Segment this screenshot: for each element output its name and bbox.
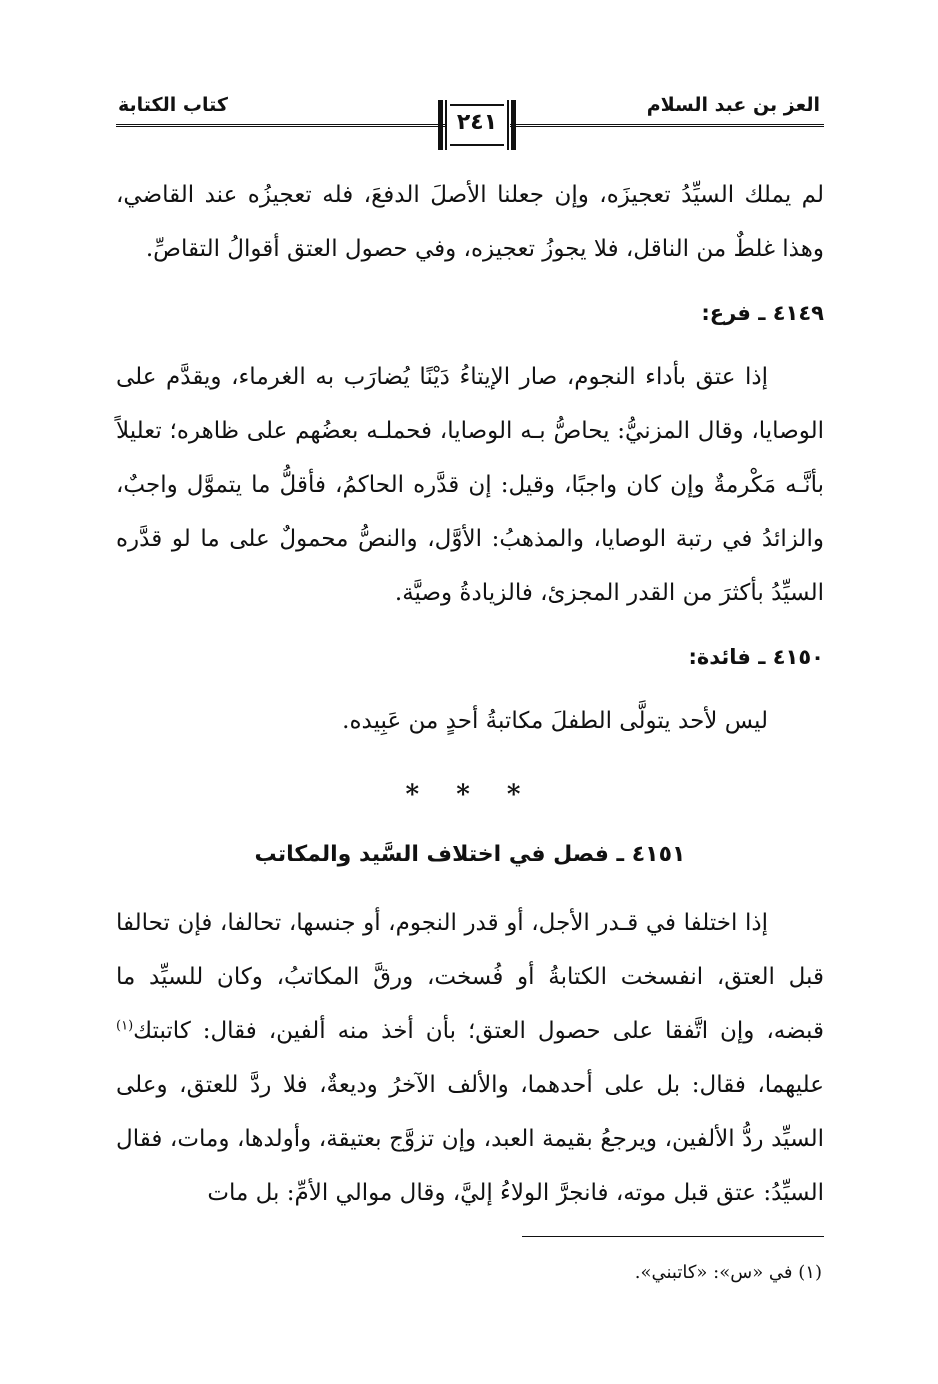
footnote-rule bbox=[522, 1236, 824, 1237]
footnote-marker: (١) bbox=[116, 1018, 134, 1034]
running-header-book: كتاب الكتابة bbox=[118, 94, 228, 116]
paragraph-4151-part1: إذا اختلفا في قـدر الأجل، أو قدر النجوم، أو جنسها، تحالفا، فإن تحالفا قبل العتق، انفسخت الكتابةُ أو فُسخت، ورقَّ المكاتبُ، وكان للسيِّد ما قبضه، وإن اتَّفقا على حصول العتق؛ بأن أخذ منه ألفين، فقال: كاتبتك bbox=[116, 910, 824, 1044]
section-separator: * * * bbox=[405, 780, 535, 810]
header-rule-left bbox=[116, 124, 446, 127]
header-rule-right bbox=[510, 124, 824, 127]
section-title-4151: ٤١٥١ ـ فصل في اختلاف السَّيد والمكاتب bbox=[254, 842, 686, 867]
page-number-frame bbox=[438, 100, 516, 150]
paragraph-4151-part2: عليهما، فقال: بل على أحدهما، والألف الآخرُ وديعةٌ، فلا ردَّ للعتق، وعلى السيِّد ردُّ الألفين، ويرجعُ بقيمة العبد، وإن تزوَّج بعتيقة، وأولدها، ومات، فقال السيِّدُ: عتق قبل موته، فانجرَّ الولاءُ إليَّ، وقال موالي الأمِّ: بل مات bbox=[116, 1072, 824, 1206]
paragraph-4151 bbox=[116, 896, 824, 1220]
running-header-author: العز بن عبد السلام bbox=[646, 94, 820, 116]
footnote: (١) في «س»: «كاتبني». bbox=[634, 1262, 822, 1283]
paragraph-4149: إذا عتق بأداء النجوم، صار الإيتاءُ دَيْنًا يُضارَب به الغرماء، ويقدَّم على الوصايا، وقال المزنيُّ: يحاصُّ بـه الوصايا، فحملـه بعضُهم على ظاهره؛ تعليلاً بأنَّـه مَكْرمةٌ وإن كان واجبًا، وقيل: إن قدَّره الحاكمُ، فأقلُّ ما يتموَّل واجبٌ، والزائدُ في رتبة الوصايا، والمذهبُ: الأوَّل، والنصُّ محمولٌ على ما لو قدَّره السيِّدُ بأكثرَ من القدر المجزئ، فالزيادةُ وصيَّة. bbox=[116, 364, 824, 606]
paragraph-continuation: لم يملك السيِّدُ تعجيزَه، وإن جعلنا الأصلَ الدفعَ، فله تعجيزُه عند القاضي، وهذا غلطٌ من الناقل، فلا يجوزُ تعجيزه، وفي حصول العتق أقوالُ التقاصِّ. bbox=[116, 182, 824, 262]
heading-4149: ٤١٤٩ ـ فرع: bbox=[701, 301, 824, 325]
paragraph-4150: ليس لأحد يتولَّى الطفلَ مكاتبةُ أحدٍ من عَبِيده. bbox=[342, 708, 768, 734]
main-text bbox=[116, 168, 824, 1220]
heading-4150: ٤١٥٠ ـ فائدة: bbox=[688, 645, 824, 669]
page-number: ٢٤١ bbox=[456, 110, 498, 135]
